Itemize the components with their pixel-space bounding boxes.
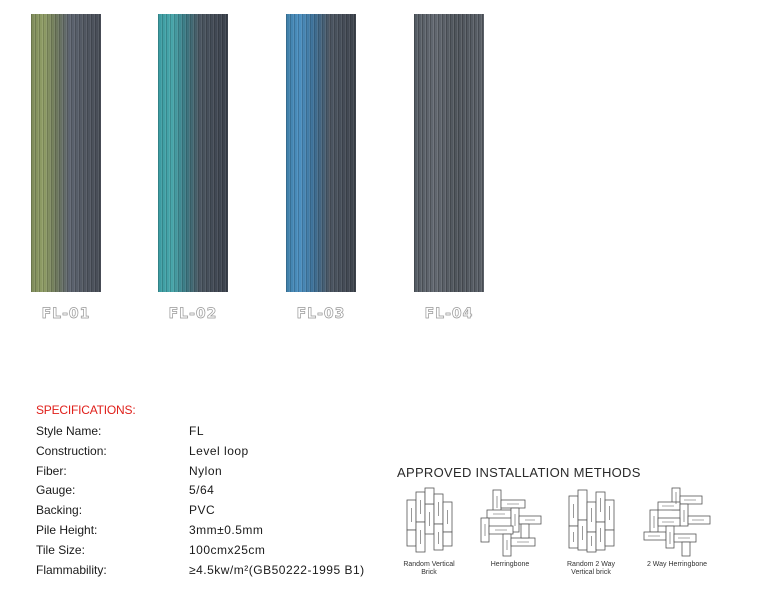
swatch-fl-04	[414, 14, 484, 292]
spec-label: Construction:	[36, 444, 107, 458]
method-herringbone	[472, 486, 548, 569]
swatch-label-fl-02: FL-02	[168, 306, 218, 322]
spec-value: 5/64	[189, 483, 215, 497]
spec-label: Pile Height:	[36, 523, 98, 537]
method-random-2-way-vertical-brick	[553, 486, 629, 577]
method-label: Random Vertical Brick	[403, 561, 455, 576]
random-2-way-vertical-brick-icon	[563, 486, 619, 558]
spec-value: 3mm±0.5mm	[189, 523, 264, 537]
swatch-fl-01	[31, 14, 101, 292]
swatch-label-fl-04: FL-04	[424, 306, 474, 322]
spec-value: Nylon	[189, 464, 223, 478]
method-2-way-herringbone	[639, 486, 715, 569]
spec-value: ≥4.5kw/m²(GB50222-1995 B1)	[189, 563, 365, 577]
swatch-fl-02	[158, 14, 228, 292]
method-label: Herringbone	[490, 561, 530, 568]
method-label: 2 Way Herringbone	[646, 561, 708, 568]
random-vertical-brick-icon	[401, 486, 457, 558]
swatch-label-fl-03: FL-03	[296, 306, 346, 322]
spec-label: Fiber:	[36, 464, 67, 478]
method-label: Random 2 Way Vertical brick	[567, 561, 615, 576]
spec-value: 100cmx25cm	[189, 543, 266, 557]
spec-value: FL	[189, 424, 205, 438]
spec-label: Tile Size:	[36, 543, 85, 557]
spec-label: Flammability:	[36, 563, 107, 577]
specifications-heading: SPECIFICATIONS:	[36, 403, 136, 417]
spec-value: PVC	[189, 503, 216, 517]
installation-title: APPROVED INSTALLATION METHODS	[397, 465, 641, 480]
spec-label: Backing:	[36, 503, 83, 517]
spec-label: Gauge:	[36, 483, 76, 497]
spec-label: Style Name:	[36, 424, 102, 438]
swatch-label-fl-01: FL-01	[41, 306, 91, 322]
herringbone-icon	[477, 486, 543, 558]
method-random-vertical-brick	[391, 486, 467, 577]
2-way-herringbone-icon	[642, 486, 712, 558]
swatch-fl-03	[286, 14, 356, 292]
spec-value: Level loop	[189, 444, 249, 458]
